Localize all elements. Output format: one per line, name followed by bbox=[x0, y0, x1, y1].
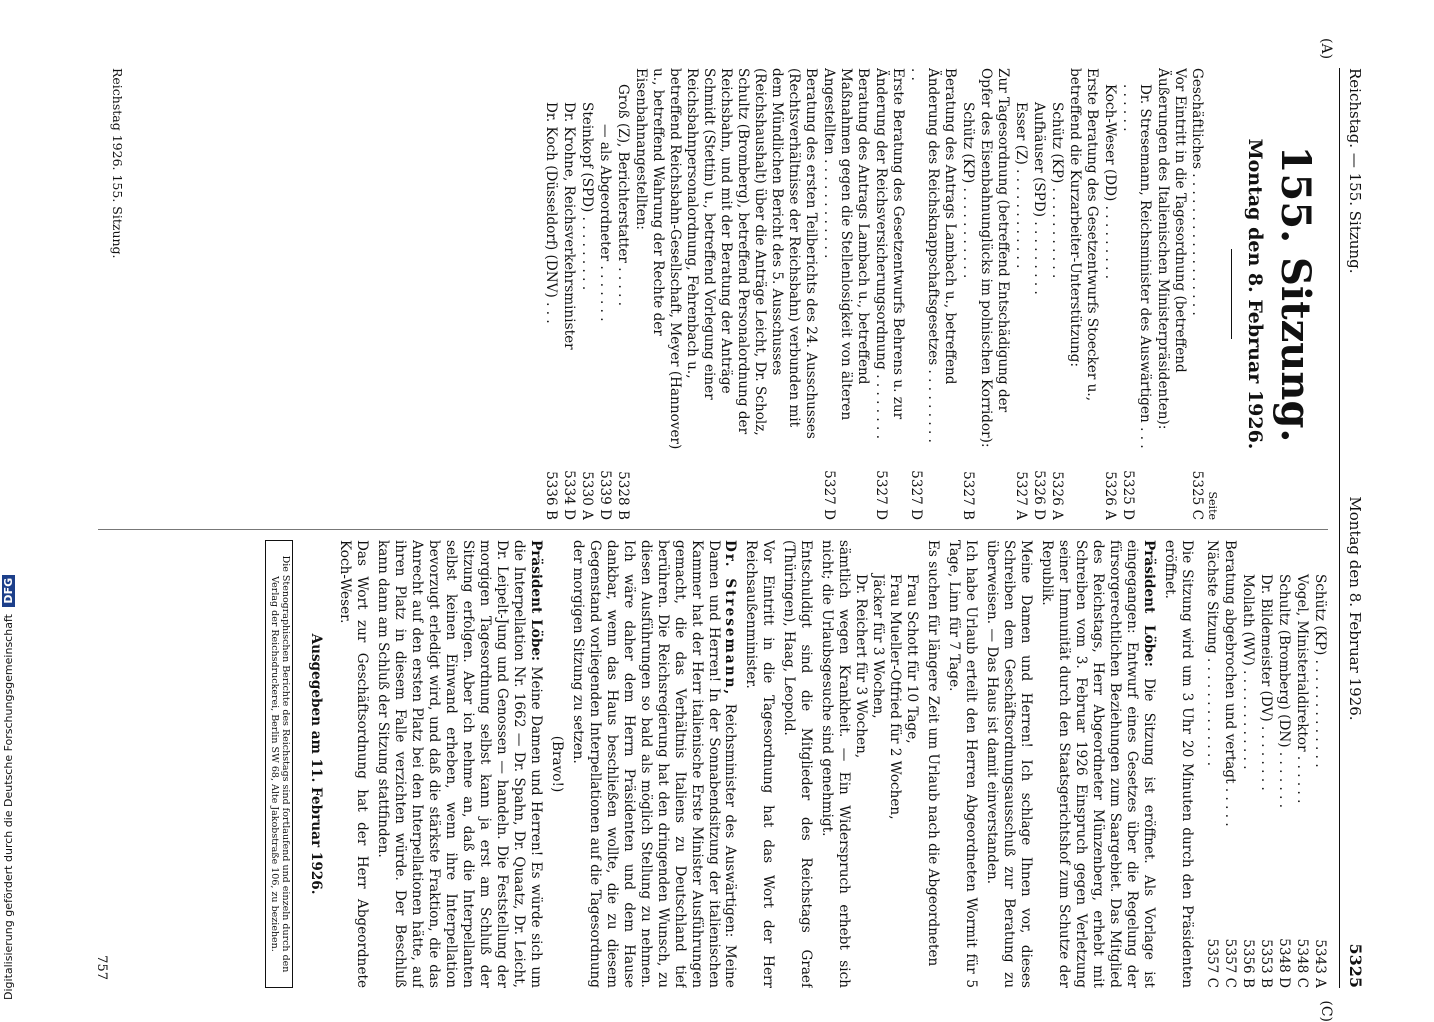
running-header bbox=[1339, 68, 1370, 988]
toc-entry bbox=[872, 68, 906, 520]
toc-entry-page: 5357 C bbox=[1204, 938, 1221, 988]
toc-entry bbox=[542, 68, 559, 520]
session-title: 155. Sitzung. bbox=[1272, 145, 1319, 443]
toc-entry-page: 5327 D bbox=[820, 470, 837, 520]
toc-entry bbox=[1066, 68, 1100, 520]
toc-entry bbox=[1275, 540, 1292, 988]
credit-text: Digitalisierung gefördert durch die Deutsche Forschungsgemeinschaft bbox=[2, 614, 15, 1000]
digitization-credit bbox=[2, 575, 15, 1000]
toc-entry-text: Aufhäuser (SPD) . . . . . . . . . bbox=[1030, 102, 1047, 295]
issued-date: Ausgegeben am 11. Februar 1926. bbox=[307, 633, 324, 895]
paragraph-3: Ich habe Urlaub erteilt den Herren Abgeordneten Wormit für 5 Tage, Linn für 7 Tage. bbox=[946, 540, 980, 988]
toc-entry-text: Dr. Koch (Düsseldorf) (DNV) . . . bbox=[543, 102, 560, 324]
toc-entry-page: 5353 B bbox=[1258, 939, 1275, 988]
toc-entry bbox=[1311, 540, 1328, 988]
toc-entry bbox=[1048, 68, 1065, 520]
paragraph-5: sämtlich wegen Krankheit. — Ein Widerspruch erhebt sich nicht; die Urlaubsgesuche sind genehmigt. bbox=[819, 540, 853, 988]
toc-entry-text: Esser (Z) . . . . . . . . . . . . bbox=[1012, 102, 1029, 269]
toc-entry-page: 5343 A bbox=[1312, 939, 1328, 988]
toc-entry-text: Schütz (KP) . . . . . . . . . . . bbox=[959, 102, 976, 279]
toc-entry bbox=[1239, 540, 1256, 988]
toc-entry bbox=[1257, 540, 1274, 988]
toc-entry-text: Beratung des ersten Teilberichts des 24. Ausschusses (Rechtsverhältnisse der Reichsbahn) verbunden mit dem Mündlichen Bericht des 5. Ausschusses (Reichshaushalt) über die Anträge Leicht, Dr. Scholz, Schultz (Bromberg), betreffend Personalordnung der Reichsbahn, und mit der Beratung der Anträge Schmidt (Stettin) u., betreffend Vorlegung einer Reichsbahnpersonalordnung, Fehrenbach u., betreffend Reichsbahn-Gesellschaft, Meyer (Hannover) u., betreffend Wahrung der Rechte der Eisenbahnangestellten: bbox=[633, 68, 819, 450]
toc-entry-page: 5326 D bbox=[1030, 470, 1047, 520]
paragraph-6: Entschuldigt sind die Mitglieder des Reichstags Graef (Thüringen), Haag, Leopold. bbox=[781, 540, 815, 988]
toc-entry-text: Dr. Bildemeister (DV) . . . . . . . . bbox=[1258, 574, 1275, 791]
margin-letter-c: (C) bbox=[1318, 1000, 1334, 1022]
bottom-page-number: 757 bbox=[94, 955, 110, 980]
toc-entry-page: 5339 D bbox=[597, 470, 614, 520]
toc-entry-page: 5328 B bbox=[615, 471, 632, 520]
toc-entry-text: Schütz (KP) . . . . . . . . . . . . . bbox=[1312, 574, 1328, 768]
right-column bbox=[93, 540, 1328, 988]
leave-entry: Dr. Reichert für 3 Wochen, bbox=[853, 574, 870, 759]
toc-entry-page: 5348 D bbox=[1276, 938, 1293, 988]
paragraph-4: Es suchen für längere Zeit um Urlaub nach die Abgeordneten bbox=[925, 540, 942, 967]
toc-entry bbox=[959, 68, 976, 520]
dfg-logo: DFG bbox=[2, 575, 15, 607]
toc-entry bbox=[977, 68, 1011, 520]
toc-entry-page: 5348 C bbox=[1294, 938, 1311, 988]
footer-left: Reichstag 1926. 155. Sitzung. bbox=[109, 68, 125, 259]
leave-entry: Frau Schott für 10 Tage, bbox=[904, 574, 921, 744]
seite-label: Seite bbox=[1206, 491, 1220, 520]
toc-entry-text: Nächste Sitzung . . . . . . . . . . . . . bbox=[1204, 540, 1221, 767]
column-divider bbox=[98, 529, 1328, 530]
toc-entry-text: Beratung des Antrags Lambach u., betreffend Änderung des Reichsknappschaftsgesetzes . . . . . . . . . . . bbox=[907, 68, 958, 443]
paragraph-9 bbox=[374, 540, 544, 988]
speaker-stresemann: Dr. Stresemann, bbox=[722, 540, 739, 697]
toc-entry-text: Geschäftliches . . . . . . . . . . . . . . . . . bbox=[1189, 68, 1206, 316]
toc-entry-text: Mollath (WV) . . . . . . . . . . . . bbox=[1240, 574, 1257, 770]
toc-entry bbox=[596, 68, 613, 520]
toc-entry-text: Zur Tagesordnung (betreffend Entschädigung der Opfer des Eisenbahnunglücks im polnischen Korridor): bbox=[977, 68, 1011, 448]
paragraph-1-text: Die Sitzung ist eröffnet. Als Vorlage ist eingegangen: Entwurf eines Gesetzes über die Regelung der fürsorgerechtlichen Beziehungen zum Saargebiet. Das Mitglied des Reichstags, Herr Abgeordneter Münzenberg, erhebt mit Schreiben vom 3. Februar 1926 Einspruch gegen Verletzung seiner Immunität durch den Staatsgerichtshof zum Schutze der Republik. bbox=[1039, 540, 1158, 988]
toc-entry-page: 5325 C bbox=[1189, 470, 1206, 520]
toc-entry-text: Schütz (KP) . . . . . . . . . . . bbox=[1048, 102, 1065, 279]
header-page-number: 5325 bbox=[1346, 943, 1365, 988]
toc-entry bbox=[560, 68, 577, 520]
paragraph-7: Vor Eintritt in die Tagesordnung hat das Wort der Herr Reichsaußenminister. bbox=[743, 540, 777, 988]
speaker-9: Präsident Löbe: bbox=[527, 540, 544, 662]
toc-entry-page: 5327 B bbox=[959, 471, 976, 520]
toc-entry-text: Erste Beratung des Gesetzentwurfs Behrens u. zur Änderung der Reichsversicherungsordnung . . . . . . . . bbox=[872, 68, 906, 440]
toc-entry-page: 5326 A bbox=[1048, 471, 1065, 520]
toc-entry bbox=[1012, 68, 1029, 520]
toc-entry-page: 5325 D bbox=[1119, 470, 1136, 520]
toc-entry-page: 5336 B bbox=[543, 471, 560, 520]
paragraph-10: Das Wort zur Geschäftsordnung hat der Herr Abgeordnete Koch-Weser. bbox=[336, 540, 370, 988]
toc-left bbox=[542, 68, 1205, 520]
toc-entry bbox=[907, 68, 958, 520]
toc-entry bbox=[1101, 68, 1118, 520]
toc-entry-page: 5326 A bbox=[1101, 471, 1118, 520]
toc-entry bbox=[632, 68, 819, 520]
toc-entry bbox=[578, 68, 595, 520]
speaker-role: Reichsminister des Auswärtigen: bbox=[722, 703, 739, 938]
toc-entry-page: 5327 D bbox=[907, 470, 924, 520]
toc-entry-text: Groß (Z), Berichterstatter . . . . . bbox=[615, 84, 632, 307]
margin-letter-a: (A) bbox=[1318, 38, 1334, 60]
toc-entry-page: 5327 D bbox=[872, 470, 889, 520]
rotated-page bbox=[75, 38, 1370, 1022]
toc-entry bbox=[1154, 68, 1188, 520]
toc-entry-page: 5334 D bbox=[561, 470, 578, 520]
toc-entry-text: Vor Eintritt in die Tagesordnung (betreffend Äußerungen des Italienischen Ministerpräsidenten): bbox=[1154, 68, 1188, 430]
toc-entry-text: Schultz (Bromberg) (DN) . . . . . . . bbox=[1276, 574, 1293, 809]
leave-entry: Frau Mueller-Otfried für 2 Wochen, bbox=[887, 574, 904, 820]
toc-entry bbox=[820, 68, 871, 520]
toc-right bbox=[1203, 540, 1328, 988]
paragraph-8-text: Meine Damen und Herren! In der Sonnabendsitzung der italienischen Kammer hat der Herr italienische Erste Minister Ausführungen gemacht, die das Verhältnis Italiens zu Deutschland tief berühren. Die Reichsregierung hat den dringenden Wunsch, zu diesen Ausführungen so bald als möglich Stellung zu nehmen. Ich wäre daher dem Herrn Präsidenten und dem Hause dankbar, wenn das Haus beschließen wollte, die zu diesem Gegenstand vorliegenden Interpellationen auf die Tagesordnung der morgigen Sitzung zu setzen. bbox=[569, 540, 739, 988]
toc-entry-page: 5330 A bbox=[579, 471, 596, 520]
toc-entry-text: Dr. Krohne, Reichsverkehrsminister bbox=[561, 102, 578, 350]
leave-entry: Jäcker für 3 Wochen, bbox=[870, 574, 887, 719]
publisher-note: Die Stenographischen Berichte des Reichstags sind fortlaufend und einzeln durch den Verlag der Reichsdruckerei, Berlin SW 68, Alte Jakobstraße 106, zu beziehen. bbox=[265, 540, 293, 988]
opening-text: Die Sitzung wird um 3 Uhr 20 Minuten durch den Präsidenten eröffnet. bbox=[1162, 540, 1196, 988]
toc-entry-text: Vogel, Ministerialdirektor . . . . . . bbox=[1294, 574, 1311, 804]
paragraph-9-text: Meine Damen und Herren! Es würde sich um die Interpellation Nr. 1662 — Dr. Spahn, Dr. Quaatz, Dr. Leicht, Dr. Leipelt-Jung und Genossen — handeln. Die Feststellung der morgigen Tagesordnung selbst kann ja erst am Schluß der Sitzung erfolgen. Aber ich nehme an, daß die Interpellanten selbst keinen Einwand erheben, wenn ihre Interpellation bevorzugt erledigt wird, und daß die stärkste Fraktion, die das Anrecht auf den ersten Platz bei den Interpellationen hätte, auf ihren Platz in diesem Falle verzichten würde. Der Beschluß kann dann am Schluß der Sitzung stattfinden. bbox=[374, 540, 544, 988]
toc-entry-text: Koch-Weser (DD) . . . . . . . . . bbox=[1101, 84, 1118, 280]
toc-entry-text: Dr. Stresemann, Reichsminister des Auswärtigen . . . . . . . . . bbox=[1119, 84, 1153, 449]
toc-entry-text: Steinkopf (SPD) . . . . . . . . . bbox=[579, 102, 596, 291]
paragraph-2: Meine Damen und Herren! Ich schlage Ihnen vor, dieses Schreiben dem Geschäftsordnungsausschuß zur Beratung zu überweisen. — Das Haus ist damit einverstanden. bbox=[984, 540, 1035, 988]
toc-entry-text: — als Abgeordneter . . . . . . . bbox=[597, 124, 614, 322]
leave-list bbox=[852, 540, 920, 988]
paragraph-1 bbox=[1038, 540, 1157, 988]
session-date: Montag den 8. Februar 1926. bbox=[1244, 138, 1266, 450]
paragraph-8 bbox=[569, 540, 739, 988]
toc-entry-text: Erste Beratung des Gesetzentwurfs Stoecker u., betreffend die Kurzarbeiter-Unterstützung: bbox=[1066, 68, 1100, 402]
toc-entry-page: 5327 A bbox=[1012, 471, 1029, 520]
header-center: Montag den 8. Februar 1926. bbox=[1346, 496, 1365, 721]
bravo: (Bravo!) bbox=[548, 735, 565, 793]
toc-entry bbox=[1203, 540, 1220, 988]
toc-entry-text: Beratung abgebrochen und vertagt . . . . . bbox=[1222, 540, 1239, 827]
toc-entry bbox=[1221, 540, 1238, 988]
toc-entry bbox=[614, 68, 631, 520]
speaker-1: Präsident Löbe: bbox=[1141, 540, 1158, 667]
toc-entry-page: 5357 C bbox=[1222, 938, 1239, 988]
toc-entry bbox=[1293, 540, 1310, 988]
toc-entry bbox=[1030, 68, 1047, 520]
title-rule bbox=[1231, 249, 1232, 339]
header-left: Reichstag. — 155. Sitzung. bbox=[1346, 68, 1365, 274]
left-column bbox=[93, 68, 1328, 520]
toc-entry bbox=[1119, 68, 1153, 520]
toc-entry-page: 5356 B bbox=[1240, 939, 1257, 988]
toc-entry-text: Beratung des Antrags Lambach u., betreffend Maßnahmen gegen die Stellenlosigkeit von älteren Angestellten . . . . . . . . . . . . bbox=[820, 68, 871, 421]
toc-entry bbox=[1189, 68, 1206, 520]
